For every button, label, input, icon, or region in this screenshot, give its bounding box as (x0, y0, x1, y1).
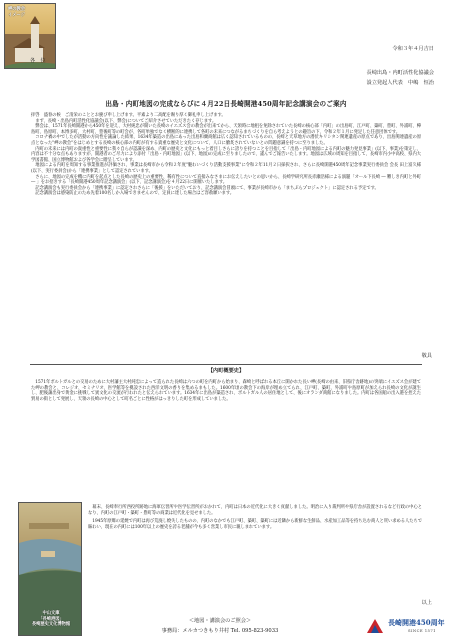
body-paragraph-project: 内町の未来には内町の貴重性と重要性に我々自らが認識を深め、内町の歴史と文化にもっと着目しさらに誇りを持つことを目指して「出島・内町地図による内町の魅力発見事業」(以下、事業)を策定し、内容は不十分な点もありますが、開港者のご尽力により添付「出島・内町地図」(以下、地図)の完成に至りましたので、謹んでご報告いたします。地図は広域の周知を目指して、長崎市内小中高校、県内大学図書館、国立博物館および各学会に贈呈しています。 (31, 146, 421, 163)
org-representative: 設立発起人代表 中嶋 恒治 (366, 80, 434, 86)
history-text-bottom (88, 505, 422, 530)
body-paragraph-intro: まず、長崎・出島内町活性化協議会(以下、弊会)についてご紹介させていただきたく存じます。 (35, 118, 217, 124)
body-paragraph-greeting: 拝啓 盛春の候 ご清栄のこととお慶び申し上げます。平素より二高配を賜り厚く御礼申し上げます。 (31, 113, 226, 118)
history-paragraph-postwar: 1945年原爆の延焼で内町は再び荒廃し焼失したものの、内町のなかでも江戸町、築町、築町には近隣から新鮮な生鮮品、水産加工品等を持ち込む商人と買い求める人たちで賑わい、現在の内町には100年以上の歴史を誇る老舗が今も多く営業し市民に親しまれています。 (88, 519, 422, 530)
body-paragraph-capacity: 記念講演会は感染防止のため先着100名しか入場できませんので、定員に達した場合はご容赦願います。 (35, 191, 235, 197)
anniversary-logo-mark-icon (364, 615, 386, 637)
harbor-painting (18, 502, 82, 636)
anniversary-logo (364, 614, 446, 638)
section-divider (30, 364, 422, 365)
footer-inquiry-label: ＜地図・講演会のご照会＞ (188, 618, 252, 624)
addressee: 各 位 (30, 58, 46, 64)
church-illustration-caption: 岬の教会 イメージ (8, 7, 25, 18)
document-date: 令和３年４月吉日 (392, 46, 434, 52)
body-paragraph-support: 記念講演会も実行委員会から「連携事業」に認定されさらに「後援」をいただいており、記念講演会冒頭にて、事業が長崎市から「まちぶらプロジェクト」に認定される予定です。 (35, 185, 379, 191)
history-paragraph-bakumatsu: 幕末、長崎奉行所西役所跡地に海軍伝習所や医学伝習所がおかれて、内町は日本の近代化に大きく貢献しました。明治に入り裁判所や県庁舎が設置されるなど行政の中心となり、内町の江戸町・築町・豊町等の商業は近代化を見せました。 (88, 505, 422, 516)
footer-contact: 事務局：メルカつきもり井村 Tel. 095-823-9033 (161, 628, 279, 634)
anniversary-logo-sub: SINCE 1571 (408, 628, 436, 633)
body-text (31, 113, 421, 197)
history-text-top: 1571年ポルトガルとの交易のために大村藩主大村純忠によって造られた長崎は六つの町を内町から始まり、森崎と呼ばれる本丘に開かれた長い岬(長崎の由来、旧県庁舎跡地)の突端にイエズス会が建てた岬の教会と、コレジオ、セミナリオ、医学館等を拠設された西洋文明の香りを集めるまもした。1600年頃の教会下の海岸が埋め立てられ、江戸町、築町、外浦町や島原町が加えられ長崎の文化が誕生し、肥後藩出身で黄金に挑戦して異文化の交流が行われたと伝えられています。1634年に出島が築造され、ポルトガル人の居住地として、後にオランダ商館になりました。内町は各国船の出入港を控えた貿易の街として発展し、天領の長崎の中心として町名ごとに性格がはっきりした町を形成していました。 (31, 380, 421, 402)
body-paragraph-approval: 地図による内町を周知する事業推進が評価され、事業は長崎市から令和２年度"魅わいづくり活動支援事業"に令和２年11月２日採択され、さらに長崎開港450周年記念事業実行委員会 会長 田上富久様(以下、実行委員会)から「連携事業」として認定されています。 (31, 163, 421, 174)
closing-ijo: 以上 (421, 600, 432, 606)
org-name: 長崎出島・内町活性化協議会 (366, 70, 434, 76)
closing-keigu: 敬具 (421, 353, 432, 359)
body-paragraph-lecture: さらに、地図の完成を機に内町を起点とした長崎の歴史上の重要性、稀有性について直接みなさまにお伝えしたいとの思いから、長崎学研究所長赤瀬浩様による演題「オール下長崎 ― 難しき内町と外町 ― 」をお招きする「長崎開港450周年記念講演会」(以下、記念講演会)を４月22日に開催いたします。 (31, 174, 421, 186)
body-paragraph-about: 弊会は、1571年長崎開港から450年を迎え、大村純忠が開いた長崎のイエズス会の教会が出来てから、天領時に地租を免除されていた長崎の核心部「内町」の出島町、江戸町、築町、豊町、外浦町、樺島町、島原町、本博多町、大村町、豊後町等の町会が、各町単独でなく横断的に連携して各町の未来につながるまちづくりを自ら考えようとの趣旨の下、令和２年１月に発足した任意団体です。 (31, 124, 421, 135)
harbor-painting-caption: 中山文庫 「長崎港図」 長崎歴史文化博物館 (31, 611, 71, 628)
body-paragraph-covid: コロナ禍の中でしたが活動の方向性を議論した結果、1634年築造の出島にあった出島和蘭商館は広く認知されているものの、長崎と天草地方の潜伏キリシタン関連遺産の原点であり、出島関連遺産の原点となった"岬の教会"をはじめとする長崎の核心部の内町が有する貴重な歴史と文化について、人口に膾炙されていないとの問題意識を持つに至りました。 (31, 135, 421, 146)
section-heading: 【内町概要史】 (207, 368, 245, 374)
anniversary-logo-text: 長崎開港450周年 (388, 618, 445, 627)
page-title: 出島・内町地図の完成ならびに４月22日長崎開港450周年記念講演会のご案内 (105, 100, 347, 108)
